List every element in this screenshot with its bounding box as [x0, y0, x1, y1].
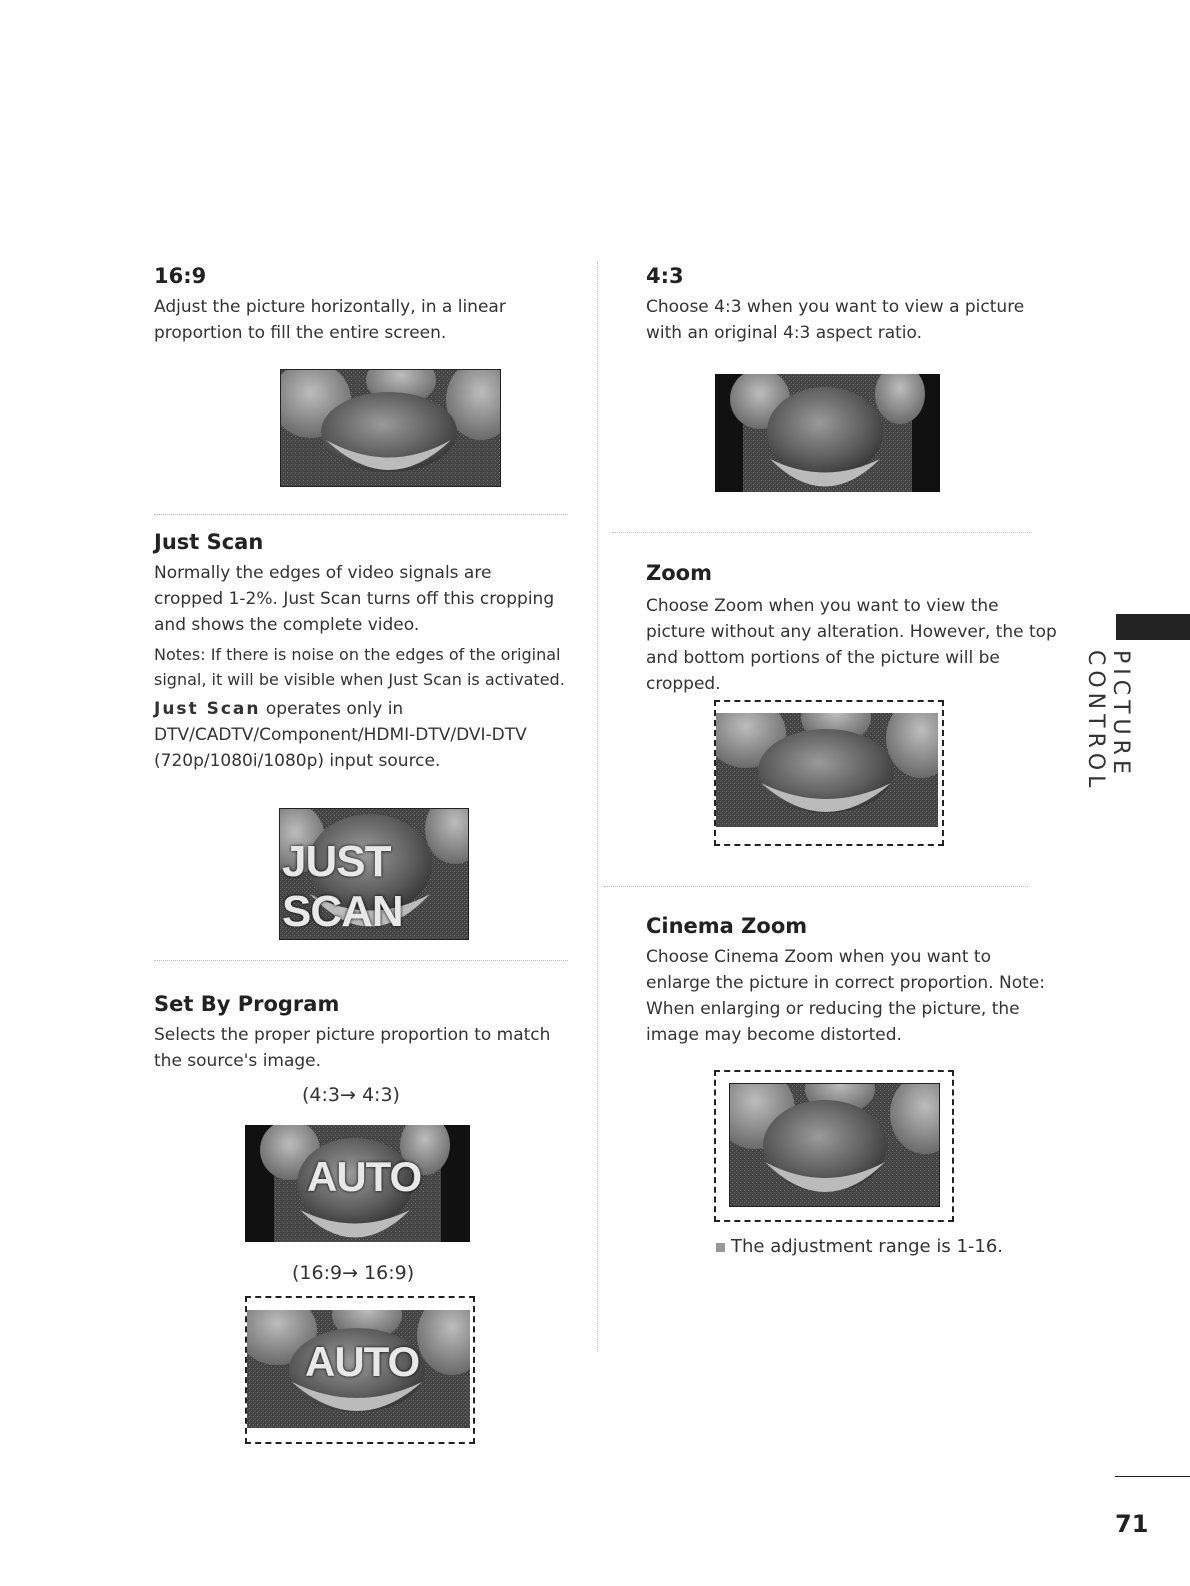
section-title-zoom: Zoom	[646, 561, 712, 585]
picture-4-3	[715, 374, 940, 492]
note-bullet-icon	[716, 1243, 725, 1252]
section-body-zoom: Choose Zoom when you want to view the picture without any alteration. However, the top and bottom portions of the picture will be cropped.	[646, 596, 1057, 694]
adjustment-note-text: The adjustment range is 1-16.	[731, 1236, 1004, 1257]
section-title-set-by-program: Set By Program	[154, 992, 340, 1016]
separator	[154, 960, 568, 961]
just-scan-operates-text: operates only in DTV/CADTV/Component/HDMI-DTV/DVI-DTV (720p/1080i/1080p) input source.	[154, 699, 527, 771]
section-title-cinema-zoom: Cinema Zoom	[646, 914, 808, 938]
picture-just-scan	[279, 808, 469, 940]
just-scan-operates	[154, 696, 566, 774]
section-body-set-by-program: Selects the proper picture proportion to match the source's image.	[154, 1025, 551, 1071]
separator	[604, 886, 1028, 887]
section-body-cinema-zoom: Choose Cinema Zoom when you want to enlarge the picture in correct proportion. Note: When enlarging or reducing the picture, the image may become distorted.	[646, 947, 1045, 1045]
formula-16-9: (16:9→ 16:9)	[292, 1262, 415, 1284]
picture-zoom	[716, 713, 938, 827]
picture-16-9	[280, 369, 501, 487]
page-number: 71	[1115, 1510, 1149, 1538]
separator	[154, 514, 568, 515]
separator	[612, 532, 1032, 533]
just-scan-keyword: Just Scan	[154, 699, 261, 719]
auto-image-caption-2: AUTO	[305, 1338, 420, 1385]
chapter-label: PICTURE CONTROL	[1083, 650, 1133, 793]
column-divider	[597, 262, 598, 1352]
just-scan-image-caption: JUST SCAN	[282, 837, 403, 936]
section-body-16-9: Adjust the picture horizontally, in a linear proportion to fill the entire screen.	[154, 297, 506, 343]
just-scan-notes: Notes: If there is noise on the edges of the original signal, it will be visible when Just Scan is activated.	[154, 645, 565, 689]
adjustment-note	[716, 1236, 1003, 1257]
section-title-16-9: 16:9	[154, 264, 207, 288]
section-title-4-3: 4:3	[646, 264, 684, 288]
formula-4-3: (4:3→ 4:3)	[302, 1084, 400, 1106]
just-scan-description: Normally the edges of video signals are cropped 1-2%. Just Scan turns off this cropping and shows the complete video.	[154, 563, 555, 635]
picture-cinema-zoom	[729, 1083, 940, 1207]
picture-auto-4-3	[245, 1125, 470, 1242]
section-body-just-scan	[154, 560, 566, 778]
picture-auto-16-9	[247, 1310, 470, 1428]
section-body-4-3: Choose 4:3 when you want to view a picture with an original 4:3 aspect ratio.	[646, 297, 1025, 343]
section-title-just-scan: Just Scan	[154, 530, 264, 554]
chapter-tab-marker	[1116, 614, 1190, 640]
page-number-rule	[1115, 1476, 1190, 1477]
auto-image-caption: AUTO	[307, 1153, 422, 1200]
